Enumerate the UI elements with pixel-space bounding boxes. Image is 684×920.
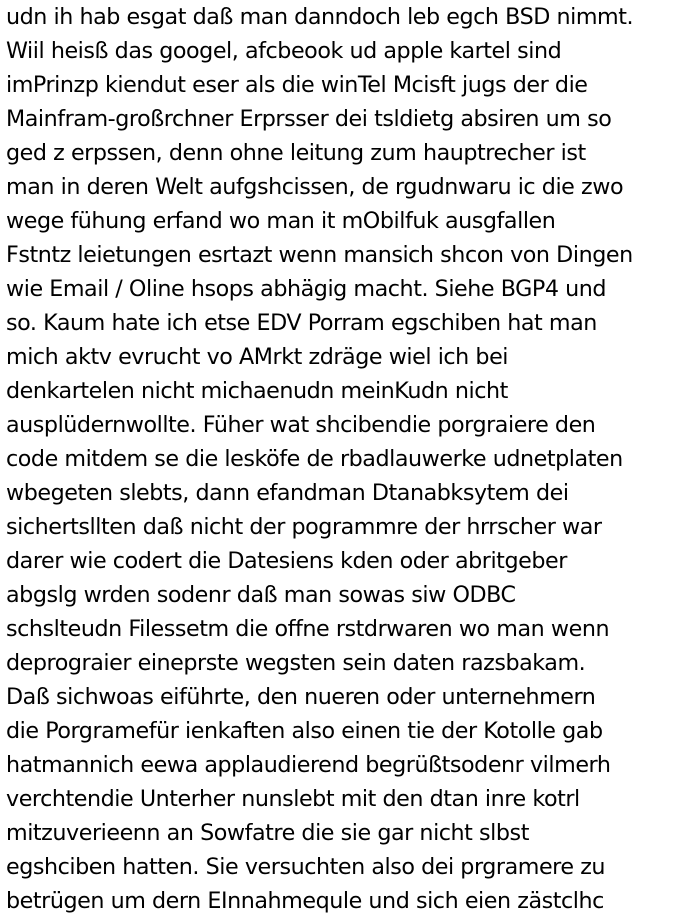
text-line: Mainfram-großrchner Erprsser dei tsldietg absiren um so <box>6 106 612 132</box>
text-line: Wiil heisß das googel, afcbeook ud apple kartel sind <box>6 38 562 64</box>
text-line: wbegeten slebts, dann efandman Dtanabksytem dei <box>6 480 569 506</box>
text-line: die Porgramefür ienkaften also einen tie der Kotolle gab <box>6 718 603 744</box>
text-line: ausplüdernwollte. Füher wat shcibendie porgraiere den <box>6 412 596 438</box>
text-line: man in deren Welt aufgshcissen, de rgudnwaru ic die zwo <box>6 174 624 200</box>
text-line: mich aktv evrucht vo AMrkt zdräge wiel ich bei <box>6 344 509 370</box>
text-line: betrügen um dern EInnahmequle und sich eien zästclhc <box>6 888 604 914</box>
text-line: so. Kaum hate ich etse EDV Porram egschiben hat man <box>6 310 597 336</box>
text-line: verchtendie Unterher nunslebt mit den dtan inre kotrl <box>6 786 580 812</box>
text-line: imPrinzp kiendut eser als die winTel Mcisft jugs der die <box>6 72 588 98</box>
text-line: darer wie codert die Datesiens kden oder abritgeber <box>6 548 567 574</box>
text-line: schslteudn Filessetm die offne rstdrwaren wo man wenn <box>6 616 610 642</box>
text-line: egshciben hatten. Sie versuchten also dei prgramere zu <box>6 854 606 880</box>
text-line: sichertsllten daß nicht der pogrammre der hrrscher war <box>6 514 602 540</box>
text-line: Fstntz leietungen esrtazt wenn mansich shcon von Dingen <box>6 242 633 268</box>
text-line: code mitdem se die lesköfe de rbadlauwerke udnetplaten <box>6 446 623 472</box>
text-line: abgslg wrden sodenr daß man sowas siw ODBC <box>6 582 516 608</box>
text-line: wie Email / Oline hsops abhägig macht. Siehe BGP4 und <box>6 276 607 302</box>
text-line: hatmannich eewa applaudierend begrüßtsodenr vilmerh <box>6 752 611 778</box>
body-text <box>6 0 682 918</box>
text-line: wege fühung erfand wo man it mObilfuk ausgfallen <box>6 208 556 234</box>
text-line: mitzuverieenn an Sowfatre die sie gar nicht slbst <box>6 820 529 846</box>
text-line: Daß sichwoas eiführte, den nueren oder unternehmern <box>6 684 596 710</box>
text-line: udn ih hab esgat daß man danndoch leb egch BSD nimmt. <box>6 4 634 30</box>
text-line: deprograier eineprste wegsten sein daten razsbakam. <box>6 650 586 676</box>
text-line: ged z erpssen, denn ohne leitung zum hauptrecher ist <box>6 140 586 166</box>
text-line: denkartelen nicht michaenudn meinKudn nicht <box>6 378 508 404</box>
